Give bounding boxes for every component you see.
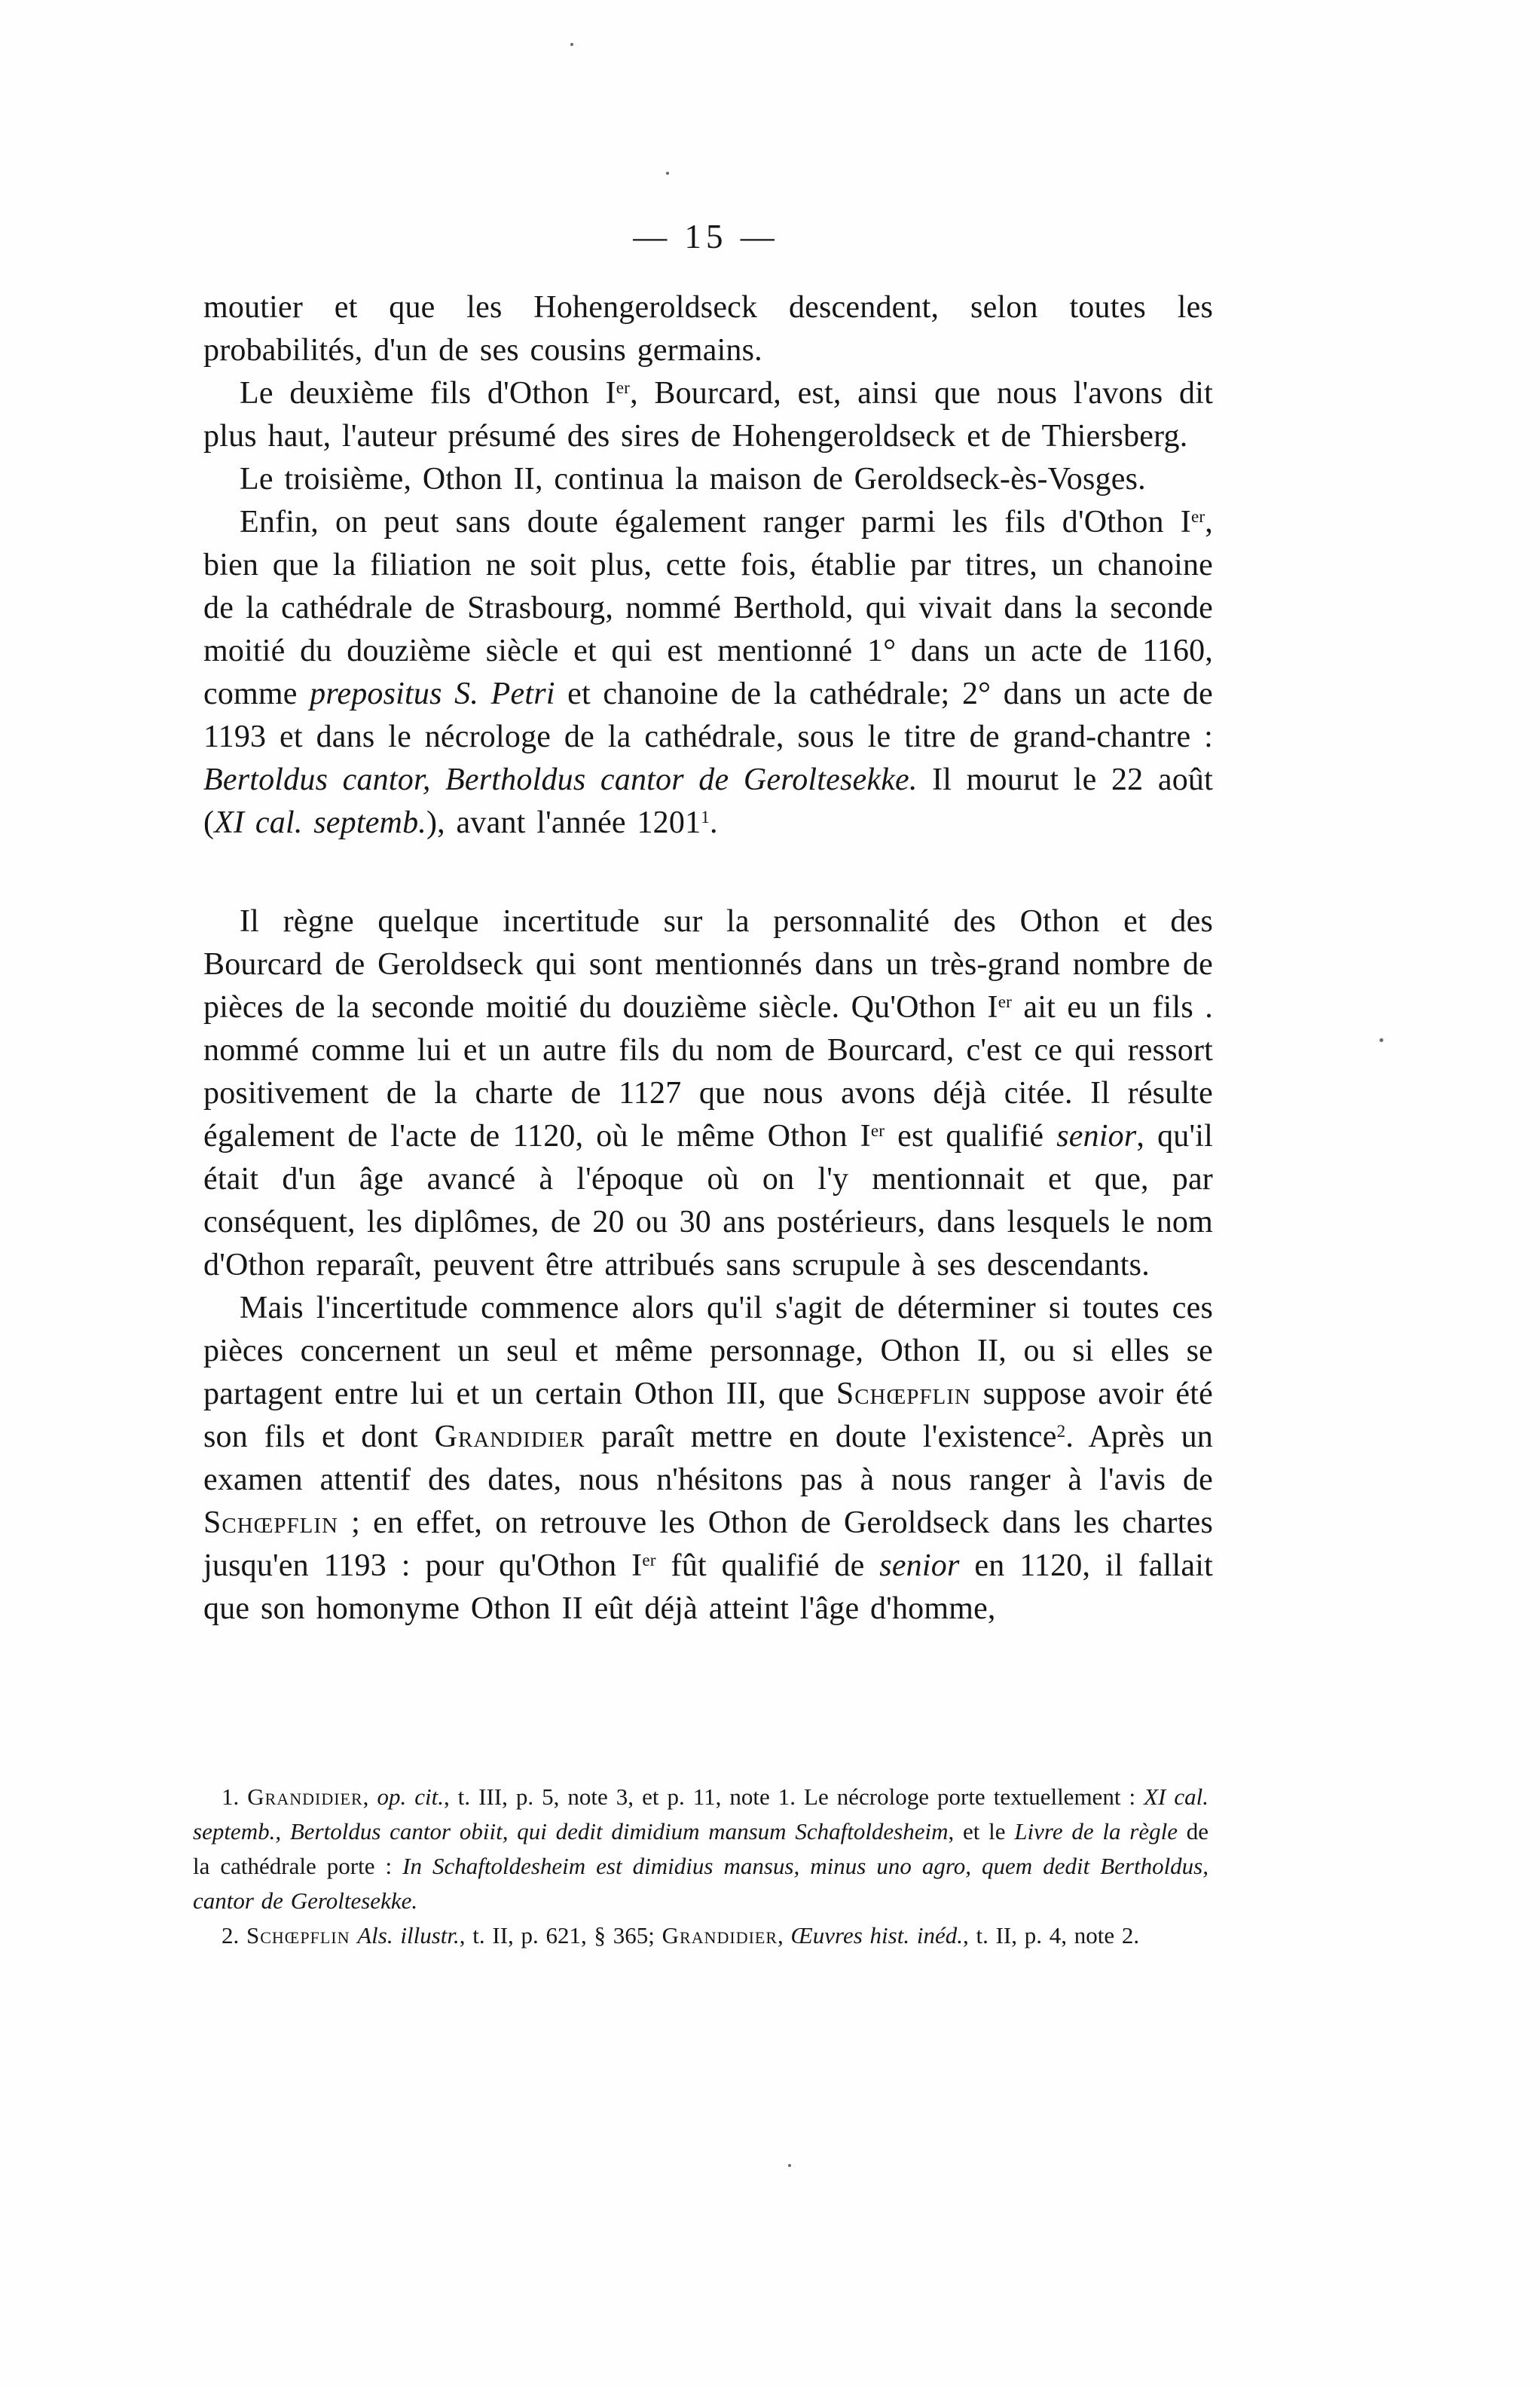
- scan-speck: [570, 43, 573, 46]
- footnotes-block: [193, 1780, 1208, 1953]
- footnote: 2. Schœpflin Als. illustr., t. II, p. 621, § 365; Grandidier, Œuvres hist. inéd., t. II, p. 4, note 2.: [222, 1922, 1140, 1948]
- paragraph: Il règne quelque incertitude sur la personnalité des Othon et des Bourcard de Geroldseck qui sont mentionnés dans un très-grand nombre de pièces de la seconde moitié du douzième siècle. Qu'Othon Ier ait eu un fils . nommé comme lui et un autre fils du nom de Bourcard, c'est ce qui ressort positivement de la charte de 1127 que nous avons déjà citée. Il résulte également de l'acte de 1120, où le même Othon Ier est qualifié senior, qu'il était d'un âge avancé à l'époque où on l'y mentionnait et que, par conséquent, les diplômes, de 20 ou 30 ans postérieurs, dans lesquels le nom d'Othon reparaît, peuvent être attribués sans scrupule à ses descendants.: [203, 904, 1213, 1282]
- paragraph: Mais l'incertitude commence alors qu'il s'agit de déterminer si toutes ces pièces concernent un seul et même personnage, Othon II, ou si elles se partagent entre lui et un certain Othon III, que Schœpflin suppose avoir été son fils et dont Grandidier paraît mettre en doute l'existence$^2$. Après un examen attentif des dates, nous n'hésitons pas à nous ranger à l'avis de Schœpflin ; en effet, on retrouve les Othon de Geroldseck dans les chartes jusqu'en 1193 : pour qu'Othon Ier fût qualifié de senior en 1120, il fallait que son homonyme Othon II eût déjà atteint l'âge d'homme,: [203, 1291, 1213, 1626]
- scan-speck: [1380, 1038, 1383, 1042]
- page-body: [203, 286, 1213, 1631]
- paragraph: Le troisième, Othon II, continua la maison de Geroldseck-ès-Vosges.: [240, 462, 1146, 497]
- paragraph: Enfin, on peut sans doute également ranger parmi les fils d'Othon Ier, bien que la filiation ne soit plus, cette fois, établie par titres, un chanoine de la cathédrale de Strasbourg, nommé Berthold, qui vivait dans la seconde moitié du douzième siècle et qui est mentionné 1° dans un acte de 1160, comme prepositus S. Petri et chanoine de la cathédrale; 2° dans un acte de 1193 et dans le nécrologe de la cathédrale, sous le titre de grand-chantre : Bertoldus cantor, Bertholdus cantor de Geroltesekke. Il mourut le 22 août (XI cal. septemb.), avant l'année 1201$^1$.: [203, 505, 1213, 840]
- paragraph: moutier et que les Hohengeroldseck descendent, selon toutes les probabilités, d'un de ses cousins germains.: [203, 290, 1213, 368]
- paragraph: Le deuxième fils d'Othon Ier, Bourcard, est, ainsi que nous l'avons dit plus haut, l'auteur présumé des sires de Hohengeroldseck et de Thiersberg.: [203, 376, 1213, 454]
- scan-speck: [666, 172, 669, 175]
- scan-speck: [788, 2164, 791, 2167]
- footnote: 1. Grandidier, op. cit., t. III, p. 5, note 3, et p. 11, note 1. Le nécrologe porte textuellement : XI cal. septemb., Bertoldus cantor obiit, qui dedit dimidium mansum Schaftoldesheim, et le Livre de la règle de la cathédrale porte : In Schaftoldesheim est dimidius mansus, minus uno agro, quem dedit Bertholdus, cantor de Geroltesekke.: [193, 1783, 1209, 1914]
- page-number: — 15 —: [633, 218, 779, 255]
